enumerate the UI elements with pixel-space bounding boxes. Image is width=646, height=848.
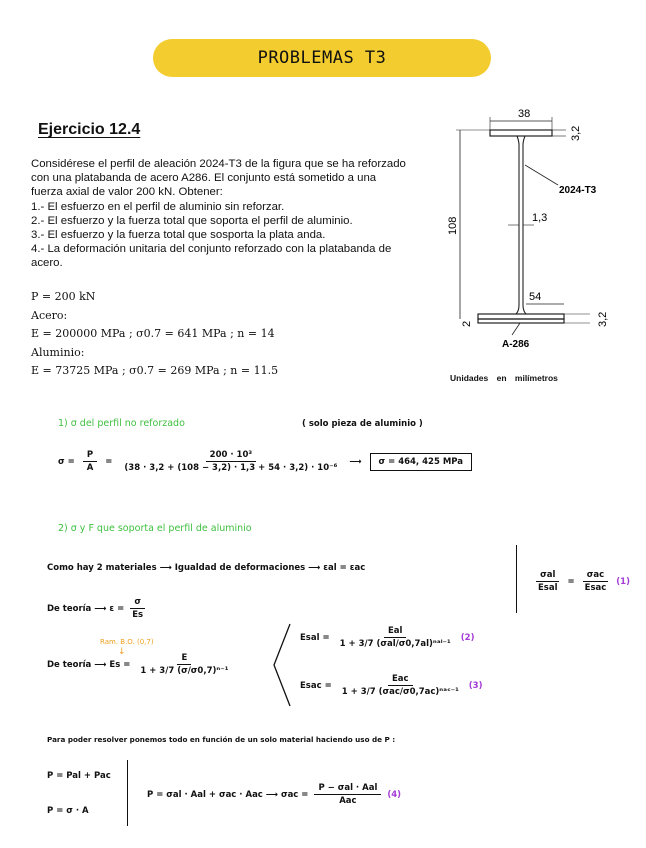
side-equation: $\frac{\text{σal}}{\text{Esal}}$ = $\frac{\text{σac}}{\text{Esac}}$ (1): [538, 570, 630, 593]
statement-line: 2.- El esfuerzo y la fuerza total que soporta el perfil de aluminio.: [31, 214, 353, 227]
units-note: Unidades en milímetros: [450, 373, 558, 383]
statement-line: Considérese el perfil de aleación 2024-T3 de la figura que se ha reforzado: [31, 158, 406, 170]
statement-line: 3.- El esfuerzo y la fuerza total que sosporta la plata anda.: [31, 229, 326, 242]
equation-es-al: Esal = $\frac{\text{Eal}}{\text{1 + 3/7 (σal/σ0,7al)ⁿᵃˡ⁻¹}}$ (2): [300, 626, 475, 649]
steel-properties: E = 200000 MPa ; σ0.7 = 641 MPa ; n = 14: [31, 327, 275, 340]
equation-es-ac: Esac = $\frac{\text{Eac}}{\text{1 + 3/7 (σac/σ0,7ac)ⁿᵃᶜ⁻¹}}$ (3): [300, 674, 483, 697]
section-1-heading: 1) σ del perfil no reforzado: [58, 418, 185, 429]
dim-top-thickness: 3,2: [570, 125, 582, 141]
equation-1: [58, 450, 472, 473]
section-2-heading: 2) σ y F que soporta el perfil de aluminio: [58, 523, 252, 534]
i-beam-diagram: [440, 105, 620, 355]
result-box: σ = 464, 425 MPa: [370, 453, 473, 471]
section-1-note: ( solo pieza de aluminio ): [302, 419, 423, 429]
equation-tag-4: (4): [387, 789, 402, 800]
stress-fraction: $\frac{\text{200 · 10³}}{\text{(38 · 3,2 + (108 − 3,2) · 1,3 + 54 · 3,2) · 10⁻⁶}}$: [124, 450, 338, 473]
exercise-title: Ejercicio 12.4: [38, 121, 141, 138]
down-arrow-icon: ↓: [118, 647, 126, 657]
equation-tag: (1): [616, 576, 630, 587]
eq1-lhs: σ =: [58, 456, 75, 467]
statement-line: acero.: [31, 257, 63, 270]
line-teoria-2: De teoría ⟶ Es = $\frac{E}{\text{1 + 3/7 (σ/σ0,7)ⁿ⁻¹}}$: [47, 653, 229, 676]
line-para: Para poder resolver ponemos todo en función de un solo material haciendo uso de P :: [47, 735, 396, 744]
p-over-a: $\frac{P}{A}$: [83, 450, 98, 473]
p-main-equation: P = σal · Aal + σac · Aac ⟶ σac = $\frac{\text{P − σal · Aal}}{\text{Aac}}$ (4): [147, 783, 402, 806]
dim-left-thickness: 2: [461, 320, 473, 327]
aluminum-label: Aluminio:: [31, 346, 85, 359]
alloy-label: 2024-T3: [559, 185, 597, 196]
statement-line: 1.- El esfuerzo en el perfil de aluminio sin reforzar.: [31, 200, 285, 213]
line-como: Como hay 2 materiales ⟶ Igualdad de deformaciones ⟶ εal = εac: [47, 563, 366, 573]
dim-plate-width: 54: [529, 291, 542, 303]
dim-plate-thickness: 3,2: [597, 311, 609, 327]
equals-sign: =: [105, 456, 113, 467]
plate-label: A-286: [502, 339, 530, 350]
statement-line: con una platabanda de acero A286. El conjunto está sometido a una: [31, 172, 377, 185]
given-load: P = 200 kN: [31, 290, 96, 303]
statement-line: 4.- La deformación unitaria del conjunto reforzado con la platabanda de: [31, 243, 392, 256]
p-equation-2: P = σ · A: [47, 806, 89, 816]
statement-line: fuerza axial de valor 200 kN. Obtener:: [31, 186, 223, 199]
arrow-icon: ⟶: [349, 456, 362, 467]
problem-statement: [31, 157, 446, 271]
dim-web-thickness: 1,3: [532, 212, 548, 224]
dim-top-width: 38: [518, 108, 531, 120]
steel-label: Acero:: [31, 309, 68, 322]
ramberg-osgood-note: Ram. B.O. (0,7): [100, 638, 154, 646]
line-teoria-1: De teoría ⟶ ε = $\frac{\sigma}{Es}$: [47, 597, 144, 620]
bracket-icon: [270, 622, 294, 708]
page-title: PROBLEMAS T3: [153, 39, 491, 77]
p-equation-1: P = Pal + Pac: [47, 771, 111, 781]
aluminum-properties: E = 73725 MPa ; σ0.7 = 269 MPa ; n = 11.5: [31, 364, 279, 377]
dim-height: 108: [447, 216, 459, 235]
